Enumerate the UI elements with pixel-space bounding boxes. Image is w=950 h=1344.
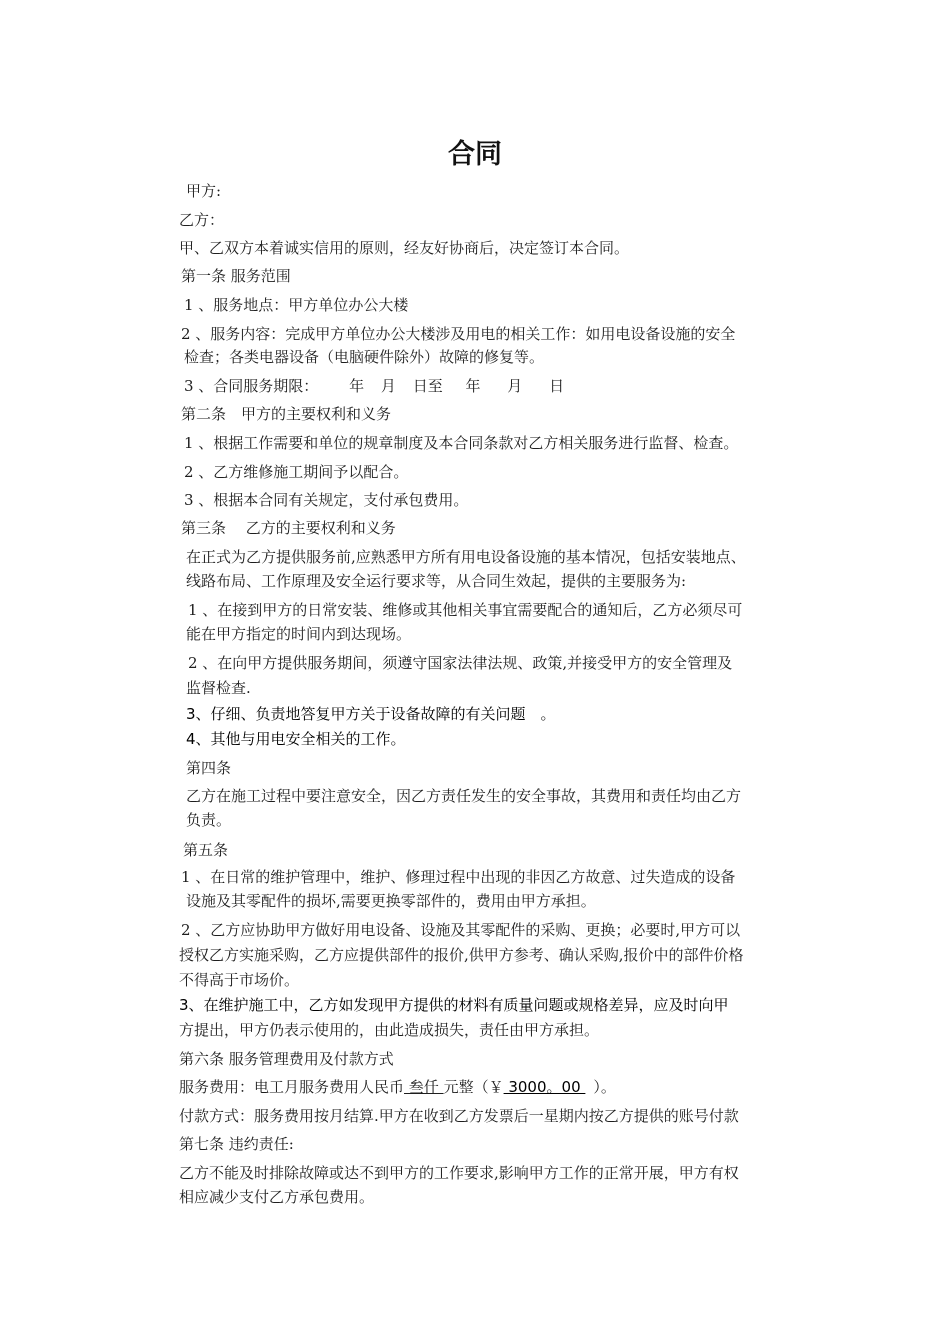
article-7-paragraph-line-2: 相应减少支付乙方承包费用。 xyxy=(179,1188,375,1206)
article-1-item-3 xyxy=(184,376,564,396)
article-3-item-2-line-1: 2 、在向甲方提供服务期间，须遵守国家法律法规、政策,并接受甲方的安全管理及 xyxy=(188,654,733,672)
service-period-label: 3 、合同服务期限： xyxy=(184,377,319,395)
article-5-item-2-line-3: 不得高于市场价。 xyxy=(179,971,300,989)
article-4-paragraph-line-2: 负责。 xyxy=(186,811,232,829)
party-b-label: 乙方： xyxy=(179,211,225,229)
article-3-item-3: 3、仔细、负责地答复甲方关于设备故障的有关问题 。 xyxy=(186,705,556,723)
end-month-unit: 月 xyxy=(507,377,523,395)
fee-label: 服务费用：电工月服务费用人民币 xyxy=(179,1078,405,1096)
article-5-item-1-line-1: 1 、在日常的维护管理中，维护、修理过程中出现的非因乙方故意、过失造成的设备 xyxy=(181,868,736,886)
article-3-paragraph-line-1: 在正式为乙方提供服务前,应熟悉甲方所有用电设备设施的基本情况，包括安装地点、 xyxy=(186,548,746,566)
end-year-unit: 年 xyxy=(465,377,481,395)
article-5-heading: 第五条 xyxy=(183,841,229,859)
article-1-item-2-line-1: 2 、服务内容：完成甲方单位办公大楼涉及用电的相关工作：如用电设备设施的安全 xyxy=(181,325,736,343)
article-3-item-1-line-1: 1 、在接到甲方的日常安装、维修或其他相关事宜需要配合的通知后，乙方必须尽可 xyxy=(188,601,743,619)
article-2-item-3: 3 、根据本合同有关规定，支付承包费用。 xyxy=(184,491,469,509)
article-7-paragraph-line-1: 乙方不能及时排除故障或达不到甲方的工作要求,影响甲方工作的正常开展，甲方有权 xyxy=(179,1164,739,1182)
start-day-unit: 日至 xyxy=(412,377,443,395)
article-4-paragraph-line-1: 乙方在施工过程中要注意安全，因乙方责任发生的安全事故，其费用和责任均由乙方 xyxy=(186,787,742,805)
page-title: 合同 xyxy=(448,139,502,170)
fee-amount-words: 叁仟 xyxy=(404,1078,444,1096)
article-2-item-2: 2 、乙方维修施工期间予以配合。 xyxy=(184,463,409,481)
start-month-unit: 月 xyxy=(380,377,396,395)
intro-paragraph: 甲、乙双方本着诚实信用的原则，经友好协商后，决定签订本合同。 xyxy=(179,239,630,257)
article-1-item-1: 1 、服务地点：甲方单位办公大楼 xyxy=(184,296,409,314)
article-5-item-2-line-2: 授权乙方实施采购，乙方应提供部件的报价,供甲方参考、确认采购,报价中的部件价格 xyxy=(179,946,744,964)
article-4-heading: 第四条 xyxy=(186,759,232,777)
article-2-heading: 第二条 甲方的主要权利和义务 xyxy=(181,405,392,423)
article-5-item-1-line-2: 设施及其零配件的损坏,需要更换零部件的，费用由甲方承担。 xyxy=(186,892,596,910)
article-5-item-3-line-2: 方提出，甲方仍表示使用的，由此造成损失，责任由甲方承担。 xyxy=(179,1021,600,1039)
article-3-paragraph-line-2: 线路布局、工作原理及安全运行要求等，从合同生效起，提供的主要服务为: xyxy=(186,572,687,590)
article-5-item-3-line-1: 3、在维护施工中，乙方如发现甲方提供的材料有质量问题或规格差异，应及时向甲 xyxy=(179,996,729,1014)
end-day-unit: 日 xyxy=(549,377,565,395)
fee-mid-text: 元整（￥ xyxy=(443,1078,504,1096)
article-3-item-4: 4、其他与用电安全相关的工作。 xyxy=(186,730,406,748)
article-2-item-1: 1 、根据工作需要和单位的规章制度及本合同条款对乙方相关服务进行监督、检查。 xyxy=(184,434,739,452)
article-5-item-2-line-1: 2 、乙方应协助甲方做好用电设备、设施及其零配件的采购、更换；必要时,甲方可以 xyxy=(181,921,741,939)
article-3-item-1-line-2: 能在甲方指定的时间内到达现场。 xyxy=(186,625,412,643)
service-fee-line xyxy=(179,1077,616,1097)
payment-method-line: 付款方式：服务费用按月结算.甲方在收到乙方发票后一星期内按乙方提供的账号付款 xyxy=(179,1107,739,1125)
fee-suffix: ）。 xyxy=(593,1078,616,1096)
party-a-label: 甲方: xyxy=(186,182,222,200)
article-7-heading: 第七条 违约责任: xyxy=(179,1135,294,1153)
article-3-item-2-line-2: 监督检查. xyxy=(186,679,251,697)
article-1-item-2-line-2: 检查；各类电器设备（电脑硬件除外）故障的修复等。 xyxy=(184,348,545,366)
article-3-heading: 第三条 乙方的主要权利和义务 xyxy=(181,519,396,537)
fee-amount-number: 3000。00 xyxy=(503,1078,586,1096)
article-6-heading: 第六条 服务管理费用及付款方式 xyxy=(179,1050,394,1068)
article-1-heading: 第一条 服务范围 xyxy=(181,267,291,285)
start-year-unit: 年 xyxy=(349,377,365,395)
